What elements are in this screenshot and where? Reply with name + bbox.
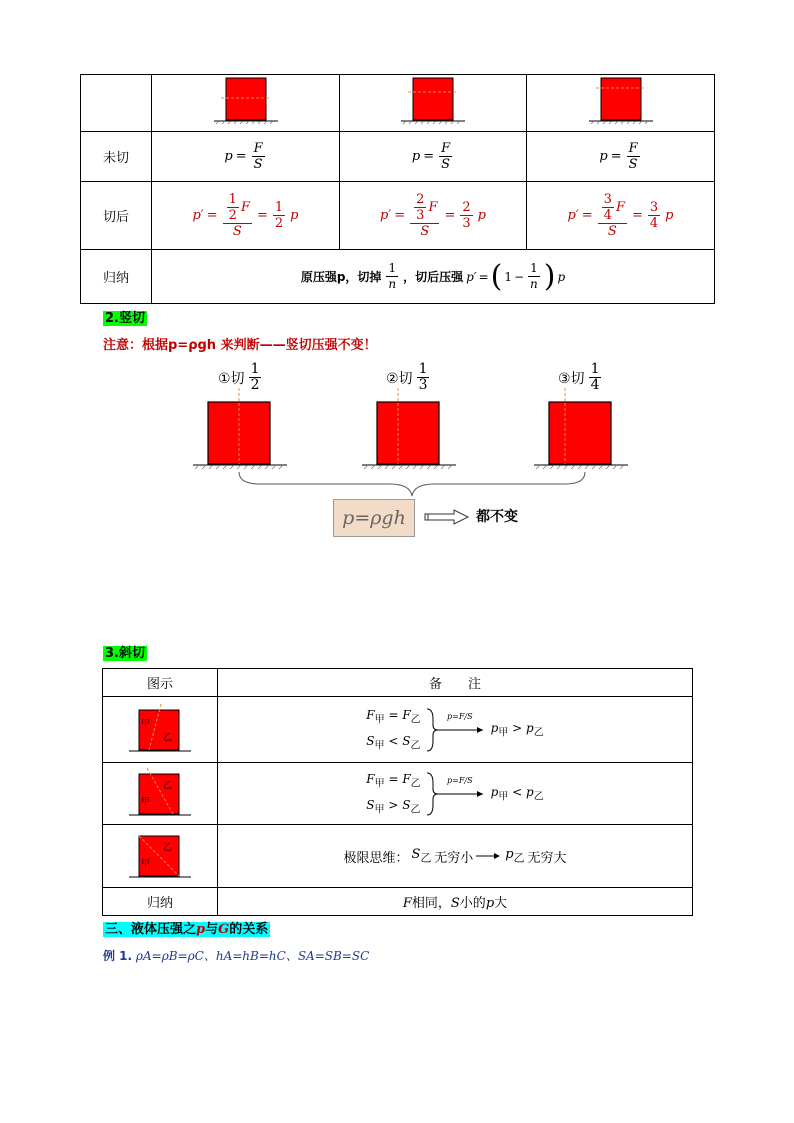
section-2-heading: 2.竖切 <box>105 311 145 326</box>
oblique-cut-table <box>102 668 693 916</box>
cut-label-2: ②切 $\frac{1}{3}$ <box>386 361 428 393</box>
formula-after-1: p′ = $\frac{1}{2}$ F S = $\frac{1}{2}$ p <box>192 192 299 239</box>
oblique-figure-1 <box>103 697 218 763</box>
table-row <box>81 182 715 250</box>
table-row <box>103 669 693 697</box>
table-row <box>103 888 693 916</box>
block-figure-3 <box>527 75 715 132</box>
block-figure-1 <box>152 75 340 132</box>
formula-box: p=ρgh <box>333 499 415 537</box>
oblique-summary: F相同，S小的p大 <box>218 888 693 916</box>
table-row <box>81 75 715 132</box>
formula-uncut-1: p = $\frac{F}{S}$ <box>224 141 263 172</box>
section-3-heading: 3.斜切 <box>105 646 145 661</box>
arrow-right-icon <box>424 509 470 525</box>
svg-text:p=F/S: p=F/S <box>446 775 473 785</box>
arrow-right-icon <box>476 851 502 861</box>
block-figure-2 <box>340 75 527 132</box>
oblique-figure-2 <box>103 763 218 825</box>
vertical-cut-note: 注意：根据p=ρgh 来判断——竖切压强不变！ <box>103 338 377 353</box>
row-label-summary: 归纳 <box>81 250 152 304</box>
result-text: 都不变 <box>476 509 518 525</box>
col-header-figure: 图示 <box>103 669 218 697</box>
oblique-note-3: 极限思维： $S_乙$ 无穷小 $p_乙$ 无穷大 <box>218 825 693 888</box>
svg-text:乙: 乙 <box>163 843 173 853</box>
oblique-note-2: $F_甲 = F_乙$ $S_甲 > S_乙$ p=F/S $p_甲 < p_乙$ <box>218 763 693 825</box>
oblique-figure-3 <box>103 825 218 888</box>
svg-text:p=F/S: p=F/S <box>446 711 473 721</box>
cut-label-3: ③切 $\frac{1}{4}$ <box>558 361 600 393</box>
svg-text:乙: 乙 <box>163 780 173 791</box>
row-label-summary-2: 归纳 <box>103 888 218 916</box>
horizontal-cut-table <box>80 74 715 304</box>
svg-text:乙: 乙 <box>163 732 173 743</box>
svg-text:甲: 甲 <box>141 796 151 807</box>
formula-after-3: p′ = $\frac{3}{4}$ F S = $\frac{3}{4}$ p <box>567 192 674 239</box>
summary-formula: 原压强p，切掉 $\frac{1}{n}$ ，切后压强 p′ = ( 1 − $\frac{1}{n}$ ) p <box>300 258 566 294</box>
table-row <box>81 250 715 304</box>
formula-uncut-3: p = $\frac{F}{S}$ <box>599 141 638 172</box>
table-row <box>81 132 715 182</box>
svg-text:甲: 甲 <box>141 718 151 729</box>
table-row <box>103 763 693 825</box>
formula-after-2: p′ = $\frac{2}{3}$ F S = $\frac{2}{3}$ p <box>379 192 486 239</box>
section-three-heading: 三、液体压强之p与G的关系 <box>105 922 269 937</box>
formula-uncut-2: p = $\frac{F}{S}$ <box>411 141 451 172</box>
col-header-notes: 备 注 <box>218 669 693 697</box>
cut-label-1: ①切 $\frac{1}{2}$ <box>218 361 260 393</box>
svg-text:甲: 甲 <box>141 859 151 869</box>
row-label-after: 切后 <box>81 182 152 250</box>
oblique-note-1: $F_甲 = F_乙$ $S_甲 < S_乙$ p=F/S $p_甲 > p_乙$ <box>218 697 693 763</box>
example-1: 例 1. ρA=ρB=ρC、hA=hB=hC、SA=SB=SC <box>103 949 370 963</box>
table-row <box>103 697 693 763</box>
row-label-uncut: 未切 <box>81 132 152 182</box>
table-row <box>103 825 693 888</box>
